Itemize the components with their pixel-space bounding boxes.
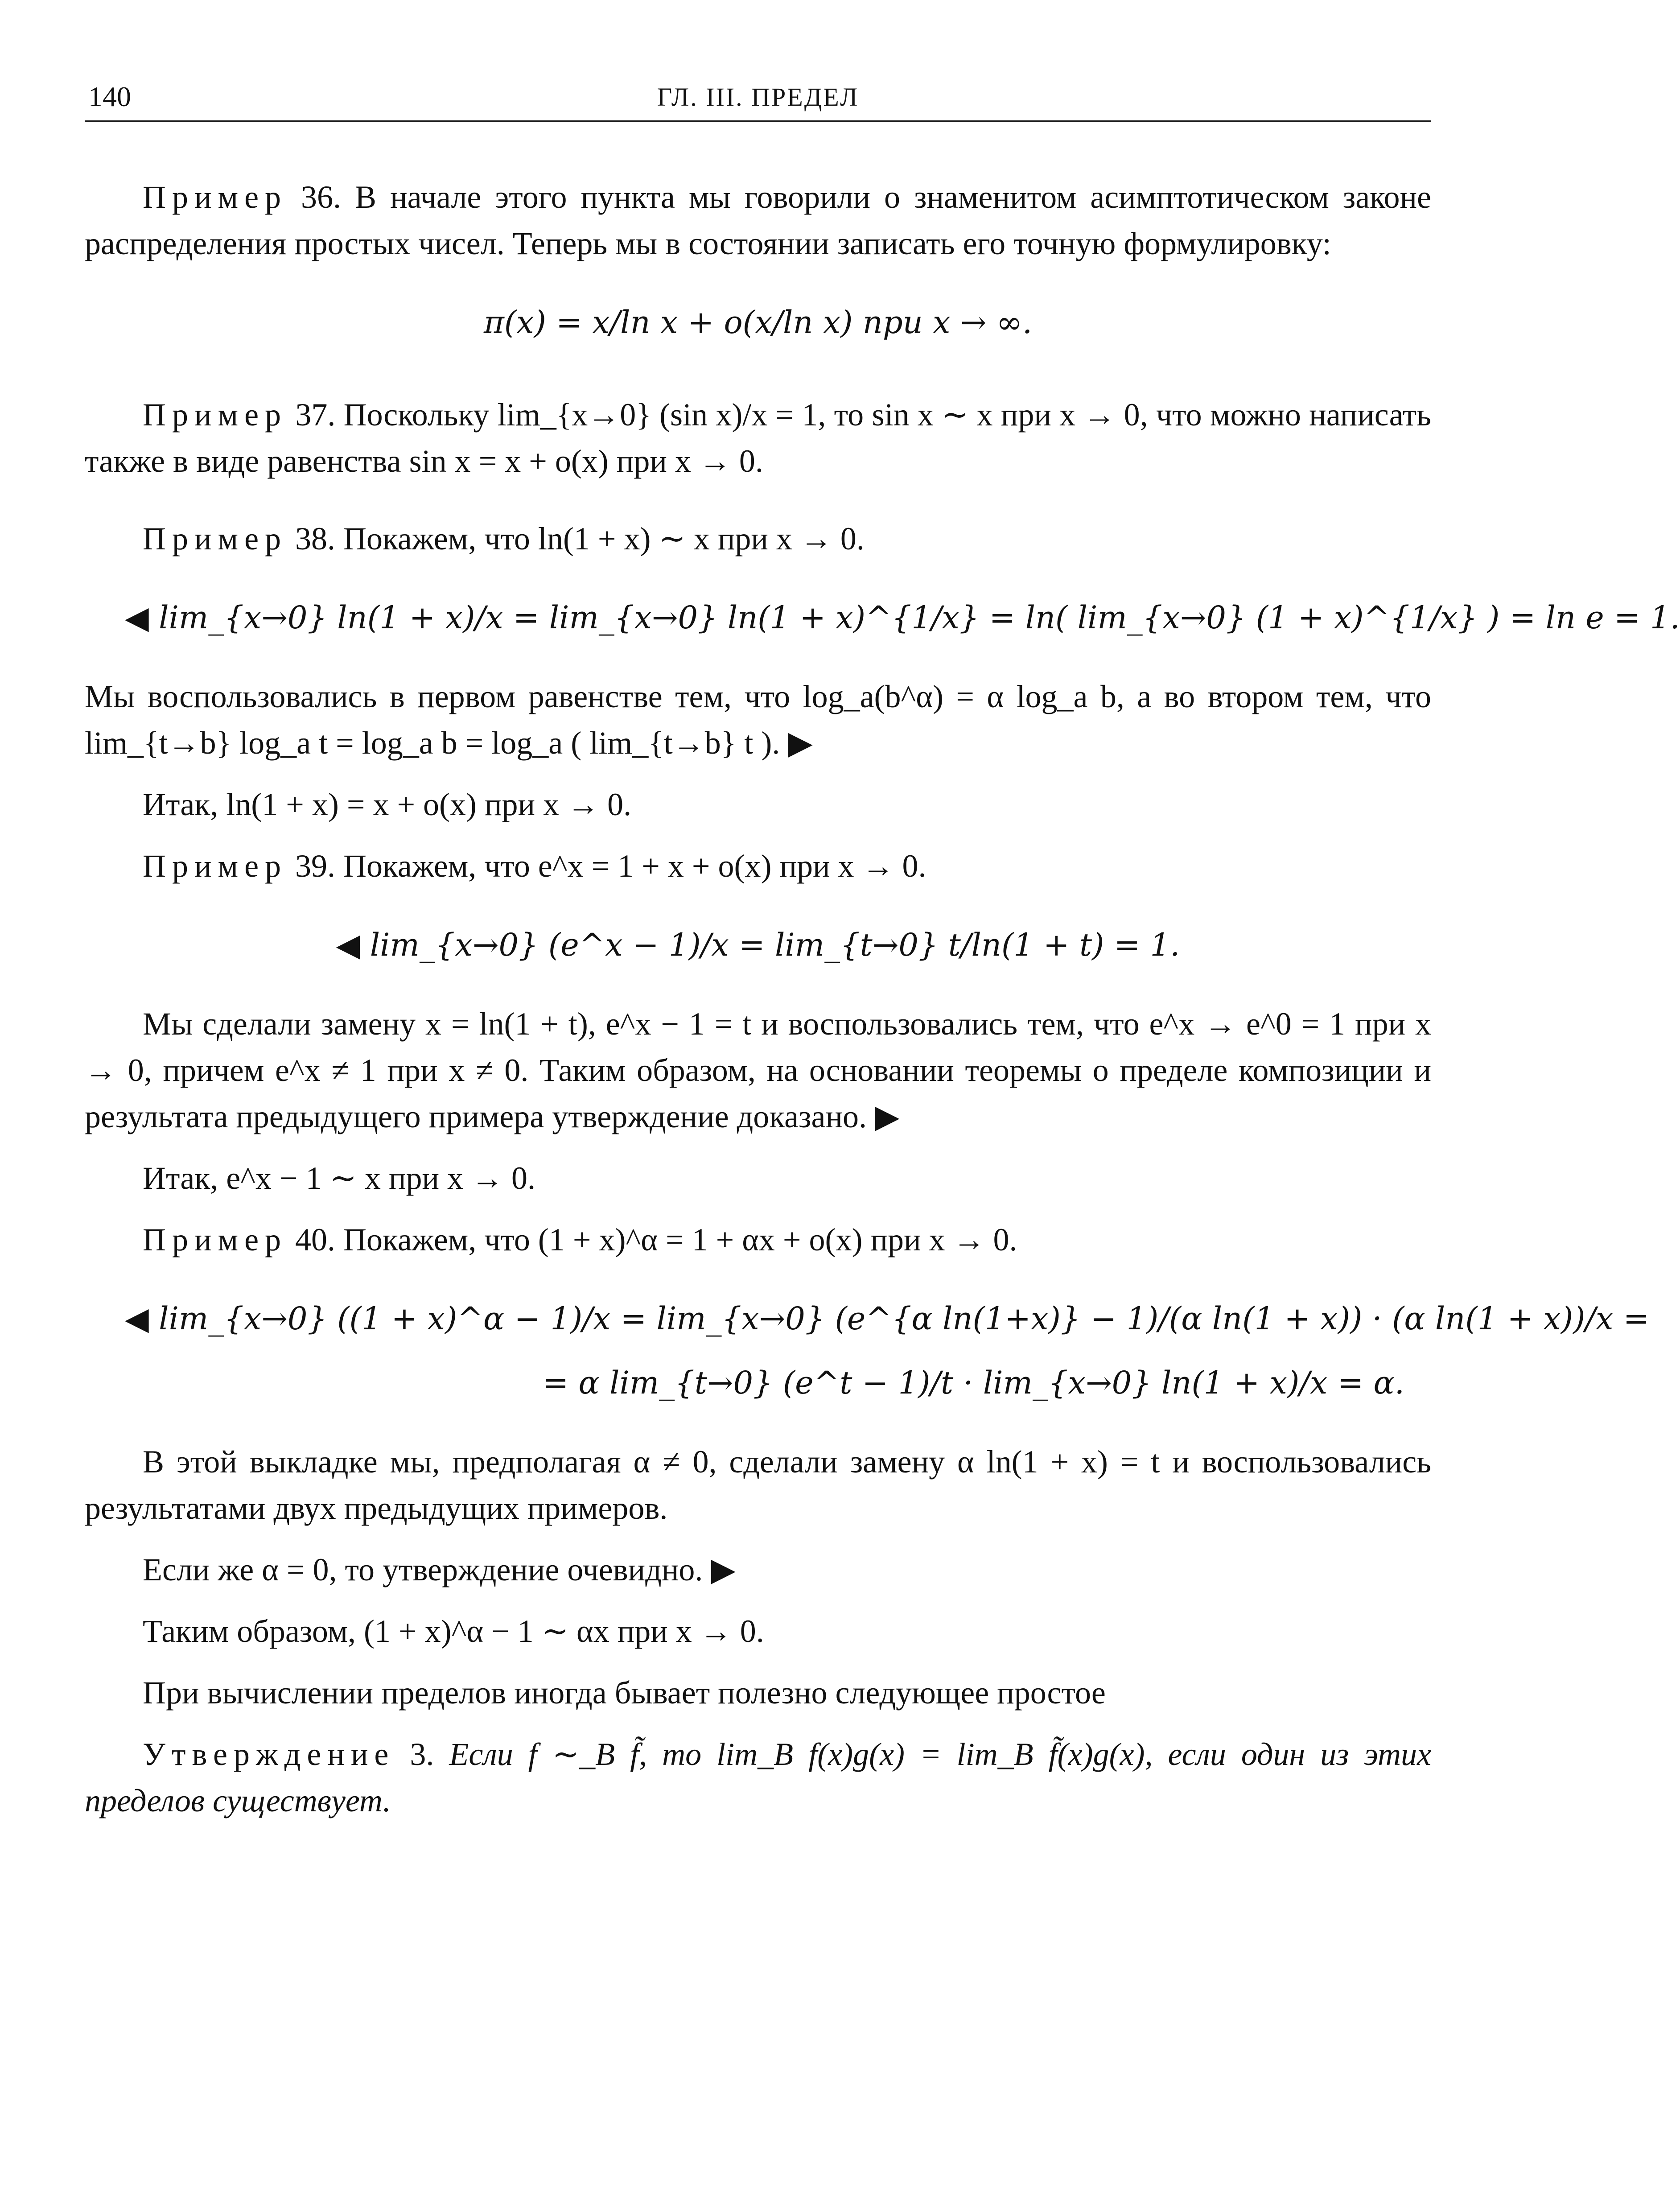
example-39-formula: ◀ lim_{x→0} (e^x − 1)/x = lim_{t→0} t/ln(1 + t) = 1. — [336, 927, 1180, 963]
example-40-conclusion: Таким образом, (1 + x)^α − 1 ∼ αx при x → 0. — [143, 1613, 764, 1649]
example-text: Покажем, что e^x = 1 + x + o(x) при x → 0. — [343, 848, 926, 884]
example-label: Пример — [143, 1222, 288, 1258]
example-37-paragraph — [85, 392, 1431, 484]
example-text: Покажем, что ln(1 + x) ∼ x при x → 0. — [343, 521, 865, 557]
statement-3-paragraph — [85, 1731, 1431, 1824]
example-38-explanation: Мы воспользовались в первом равенстве тем, что log_a(b^α) = α log_a b, а во втором тем, что lim_{t→b} log_a t = log_a b = log_a ( lim_{t→b} t ). ▶ — [85, 679, 1431, 761]
statement-number: 3. — [410, 1736, 434, 1772]
page-number: 140 — [88, 81, 131, 112]
example-36-formula: π(x) = x/ln x + o(x/ln x) при x → ∞. — [483, 304, 1033, 341]
example-text: В начале этого пункта мы говорили о знаменитом асимптотическом законе распределения простых чисел. Теперь мы в состоянии записать его точную формулировку: — [85, 179, 1431, 261]
example-38-formula: ◀ lim_{x→0} ln(1 + x)/x = lim_{x→0} ln(1 + x)^{1/x} = ln( lim_{x→0} (1 + x)^{1/x} ) = ln e = 1. — [125, 599, 1680, 636]
example-number: 36. — [301, 179, 342, 215]
example-39-explanation: Мы сделали замену x = ln(1 + t), e^x − 1 = t и воспользовались тем, что e^x → e^0 = 1 при x → 0, причем e^x ≠ 1 при x ≠ 0. Таким образом, на основании теоремы о пределе композиции и результата предыдущего примера утверждение доказано. ▶ — [85, 1006, 1431, 1134]
example-39-conclusion: Итак, e^x − 1 ∼ x при x → 0. — [143, 1160, 536, 1196]
example-40-case-zero: Если же α = 0, то утверждение очевидно. ▶ — [143, 1552, 736, 1587]
example-label: Пример — [143, 521, 288, 557]
example-38-conclusion: Итак, ln(1 + x) = x + o(x) при x → 0. — [143, 787, 632, 822]
example-38-paragraph — [85, 515, 1431, 562]
running-head: ГЛ. III. ПРЕДЕЛ — [657, 82, 859, 111]
statement-label: Утверждение — [143, 1736, 395, 1772]
statement-text: Если f ∼_B f̃, то lim_B f(x)g(x) = lim_B f̃(x)g(x), если один из этих пределов существует. — [85, 1736, 1431, 1818]
example-40-formula-line-2: = α lim_{t→0} (e^t − 1)/t · lim_{x→0} ln(1 + x)/x = α. — [542, 1365, 1404, 1401]
example-36-paragraph — [85, 174, 1431, 267]
example-text: Покажем, что (1 + x)^α = 1 + αx + o(x) при x → 0. — [343, 1222, 1017, 1258]
example-39-paragraph — [85, 843, 1431, 889]
example-40-explanation: В этой выкладке мы, предполагая α ≠ 0, сделали замену α ln(1 + x) = t и воспользовались результатами двух предыдущих примеров. — [85, 1444, 1431, 1526]
page-header — [85, 67, 1431, 122]
statement-intro: При вычислении пределов иногда бывает полезно следующее простое — [143, 1675, 1106, 1711]
example-label: Пример — [143, 397, 288, 433]
book-page — [85, 67, 1680, 2163]
example-text: Поскольку lim_{x→0} (sin x)/x = 1, то sin x ∼ x при x → 0, что можно написать также в виде равенства sin x = x + o(x) при x → 0. — [85, 397, 1432, 479]
example-number: 39. — [295, 848, 336, 884]
example-label: Пример — [143, 848, 288, 884]
example-40-paragraph — [85, 1216, 1431, 1263]
example-number: 37. — [295, 397, 336, 433]
example-40-formula-line-1: ◀ lim_{x→0} ((1 + x)^α − 1)/x = lim_{x→0} (e^{α ln(1+x)} − 1)/(α ln(1 + x)) · (α ln(1 + x))/x = — [125, 1300, 1650, 1337]
page-content — [85, 174, 1680, 1824]
example-label: Пример — [143, 179, 288, 215]
example-number: 38. — [295, 521, 336, 557]
example-number: 40. — [295, 1222, 336, 1258]
